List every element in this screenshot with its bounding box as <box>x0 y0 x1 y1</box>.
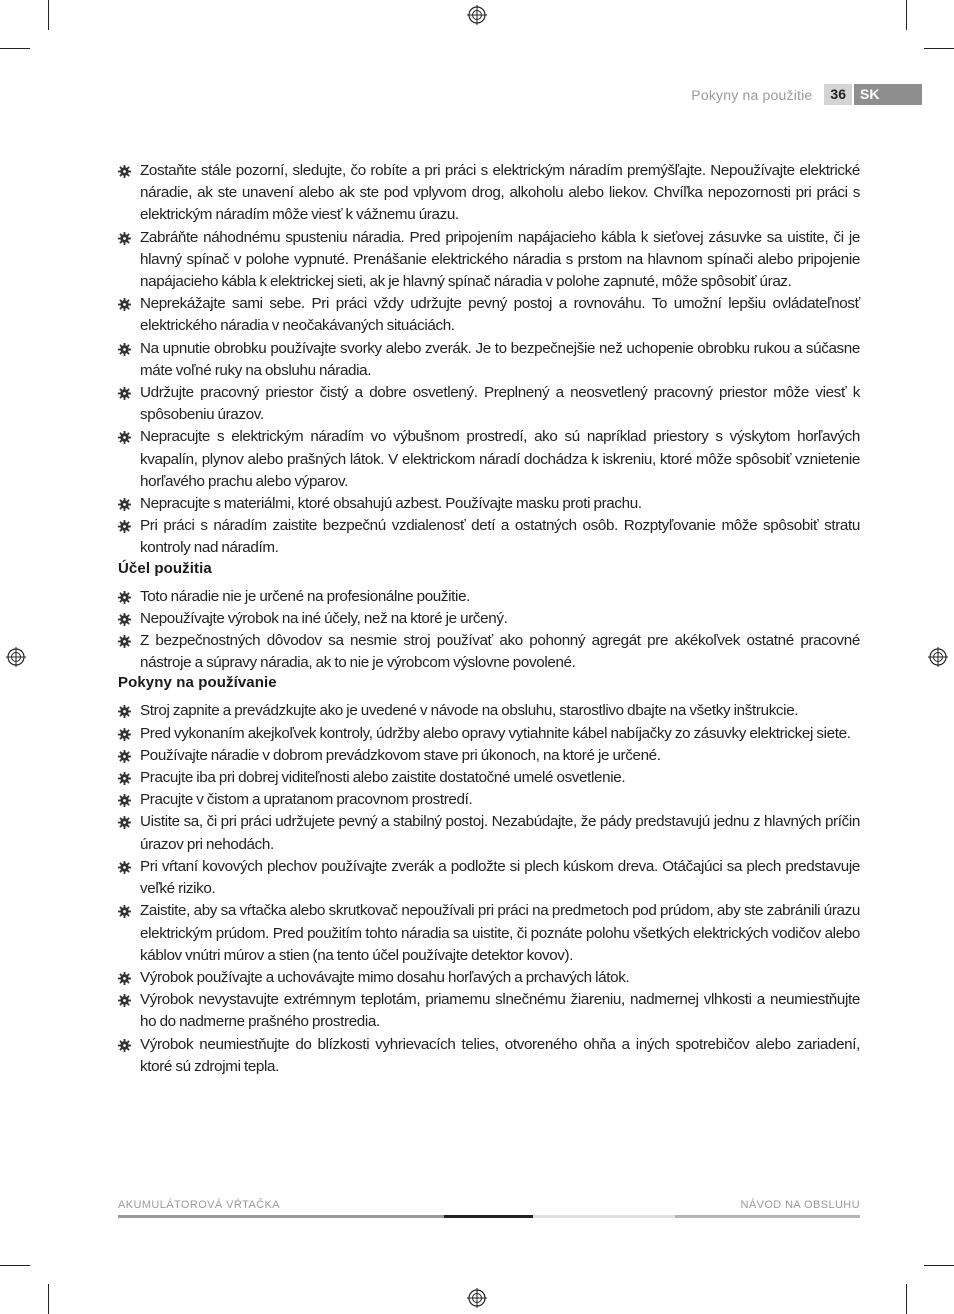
registration-mark-icon <box>467 1288 487 1308</box>
header-title: Pokyny na použitie <box>691 86 813 103</box>
list-item <box>118 293 860 337</box>
section-heading-purpose: Účel použitia <box>118 559 212 577</box>
gear-bullet-icon <box>118 165 131 178</box>
gear-bullet-icon <box>118 905 131 918</box>
list-item-text: Zabráňte náhodnému spusteniu náradia. Pred pripojením napájacieho kábla k sieťovej zásuvke sa uistite, či je hlavný spínač v polohe vypnuté. Prenášanie elektrického náradia s prstom na hlavnom spínači alebo pripojenie napájacieho kábla k elektrickej sieti, ak je hlavný spínač náradia v polohe zapnuté, môže spôsobiť úraz. <box>140 228 860 291</box>
list-item <box>118 856 860 900</box>
registration-mark-icon <box>928 647 948 667</box>
list-item-text: Stroj zapnite a prevádzkujte ako je uvedené v návode na obsluhu, starostlivo dbajte na všetky inštrukcie. <box>140 702 799 720</box>
gear-bullet-icon <box>118 728 131 741</box>
language-badge: SK <box>854 84 922 105</box>
footer-bar-segment <box>118 1215 444 1218</box>
safety-list <box>118 160 860 560</box>
list-item <box>118 608 860 630</box>
registration-mark-icon <box>467 5 487 25</box>
page-number: 36 <box>824 84 852 105</box>
main-content <box>118 160 860 1078</box>
list-item-text: Neprekážajte sami sebe. Pri práci vždy udržujte pevný postoj a rovnováhu. To umožní lepšiu ovládateľnosť elektrického náradia v neočakávaných situáciách. <box>140 295 860 335</box>
purpose-list <box>118 586 860 675</box>
gear-bullet-icon <box>118 750 131 763</box>
gear-bullet-icon <box>118 861 131 874</box>
footer-product-name: AKUMULÁTOROVÁ VŔTAČKA <box>118 1199 281 1211</box>
list-item-text: Výrobok nevystavujte extrémnym teplotám, priamemu slnečnému žiareniu, nadmernej vlhkosti a neumiestňujte ho do nadmerne prašného prostredia. <box>140 991 860 1031</box>
gear-bullet-icon <box>118 298 131 311</box>
list-item-text: Nepracujte s elektrickým náradím vo výbušnom prostredí, ako sú napríklad priestory s výskytom horľavých kvapalín, plynov alebo prašných látok. V elektrickom náradí dochádza k iskreniu, ktoré môže spôsobiť vznietenie horľavého prachu alebo výparov. <box>140 428 860 490</box>
footer-bar-segment <box>533 1215 675 1218</box>
list-item <box>118 700 860 722</box>
list-item <box>118 160 860 227</box>
list-item <box>118 723 860 745</box>
list-item <box>118 789 860 811</box>
list-item <box>118 745 860 767</box>
list-item <box>118 767 860 789</box>
gear-bullet-icon <box>118 994 131 1007</box>
list-item <box>118 586 860 608</box>
list-item-text: Pracujte v čistom a upratanom pracovnom prostredí. <box>140 791 473 809</box>
list-item-text: Udržujte pracovný priestor čistý a dobre osvetlený. Preplnený a neosvetlený pracovný priestor môže viesť k spôsobeniu úrazov. <box>140 384 860 424</box>
list-item <box>118 493 860 515</box>
list-item-text: Pred vykonaním akejkoľvek kontroly, údržby alebo opravy vytiahnite kábel nabíjačky zo zásuvky elektrickej siete. <box>140 724 851 742</box>
gear-bullet-icon <box>118 1039 131 1052</box>
list-item-text: Používajte náradie v dobrom prevádzkovom stave pri úkonoch, na ktoré je určené. <box>140 746 661 764</box>
list-item <box>118 989 860 1033</box>
gear-bullet-icon <box>118 431 131 444</box>
list-item <box>118 811 860 855</box>
gear-bullet-icon <box>118 613 131 626</box>
crop-mark <box>924 1265 954 1266</box>
list-item-text: Zaistite, aby sa vŕtačka alebo skrutkovač nepoužívali pri práci na predmetoch pod prúdom, aby ste zabránili úrazu elektrickým prúdom. Pred použitím tohto náradia sa uistite, či poznáte polohu všetkých elektrických vodičov alebo káblov vnútri múrov a stien (na tento účel používajte detektor kovov). <box>140 902 860 964</box>
footer-bar-segment <box>675 1215 860 1218</box>
gear-bullet-icon <box>118 705 131 718</box>
list-item-text: Na upnutie obrobku používajte svorky alebo zverák. Je to bezpečnejšie než uchopenie obrobku rukou a súčasne máte voľné ruky na obsluhu náradia. <box>140 339 860 379</box>
list-item <box>118 967 860 989</box>
list-item <box>118 900 860 967</box>
list-item-text: Zostaňte stále pozorní, sledujte, čo robíte a pri práci s elektrickým náradím premýšľajte. Nepoužívajte elektrické náradie, ak ste unavení alebo ak ste pod vplyvom drog, alkoholu alebo liekov. Chvíľka nepozornosti pri práci s elektrickým náradím môže viesť k vážnemu úrazu. <box>140 162 860 224</box>
gear-bullet-icon <box>118 498 131 511</box>
crop-mark <box>0 48 30 49</box>
page-header <box>691 84 922 105</box>
gear-bullet-icon <box>118 232 131 245</box>
list-item-text: Nepoužívajte výrobok na iné účely, než na ktoré je určený. <box>140 609 508 627</box>
usage-list <box>118 700 860 1077</box>
crop-mark <box>906 1284 907 1314</box>
gear-bullet-icon <box>118 772 131 785</box>
gear-bullet-icon <box>118 794 131 807</box>
list-item-text: Pri vŕtaní kovových plechov používajte zverák a podložte si plech kúskom dreva. Otáčajúci sa plech predstavuje veľké riziko. <box>140 857 860 898</box>
list-item <box>118 630 860 674</box>
list-item-text: Toto náradie nie je určené na profesionálne použitie. <box>140 587 471 605</box>
list-item <box>118 426 860 493</box>
gear-bullet-icon <box>118 343 131 356</box>
list-item <box>118 515 860 559</box>
list-item-text: Výrobok používajte a uchovávajte mimo dosahu horľavých a prchavých látok. <box>140 968 630 986</box>
list-item-text: Pracujte iba pri dobrej viditeľnosti alebo zaistite dostatočné umelé osvetlenie. <box>140 769 626 787</box>
gear-bullet-icon <box>118 635 131 648</box>
list-item-text: Výrobok neumiestňujte do blízkosti vyhrievacích telies, otvoreného ohňa a iných spotrebičov alebo zariadení, ktoré sú zdrojmi tepla. <box>140 1035 860 1075</box>
list-item <box>118 1034 860 1078</box>
list-item <box>118 382 860 426</box>
crop-mark <box>906 0 907 30</box>
list-item <box>118 338 860 382</box>
list-item <box>118 227 860 294</box>
crop-mark <box>48 1284 49 1314</box>
section-heading-usage: Pokyny na používanie <box>118 674 277 692</box>
crop-mark <box>0 1265 30 1266</box>
list-item-text: Nepracujte s materiálmi, ktoré obsahujú azbest. Používajte masku proti prachu. <box>140 495 642 513</box>
list-item-text: Z bezpečnostných dôvodov sa nesmie stroj používať ako pohonný agregát pre akékoľvek ostatné pracovné nástroje a súpravy náradia, ak to nie je výrobcom výslovne povolené. <box>140 632 860 672</box>
gear-bullet-icon <box>118 591 131 604</box>
list-item-text: Pri práci s náradím zaistite bezpečnú vzdialenosť detí a ostatných osôb. Rozptyľovanie môže spôsobiť stratu kontroly nad náradím. <box>140 517 860 557</box>
gear-bullet-icon <box>118 816 131 829</box>
footer-manual-label: NÁVOD NA OBSLUHU <box>740 1199 860 1211</box>
gear-bullet-icon <box>118 387 131 400</box>
crop-mark <box>48 0 49 30</box>
list-item-text: Uistite sa, či pri práci udržujete pevný a stabilný postoj. Nezabúdajte, že pády predstavujú jednu z hlavných príčin úrazov pri nehodách. <box>140 813 860 853</box>
gear-bullet-icon <box>118 972 131 985</box>
crop-mark <box>924 48 954 49</box>
footer-bar-segment <box>444 1215 533 1218</box>
gear-bullet-icon <box>118 520 131 533</box>
registration-mark-icon <box>6 647 26 667</box>
